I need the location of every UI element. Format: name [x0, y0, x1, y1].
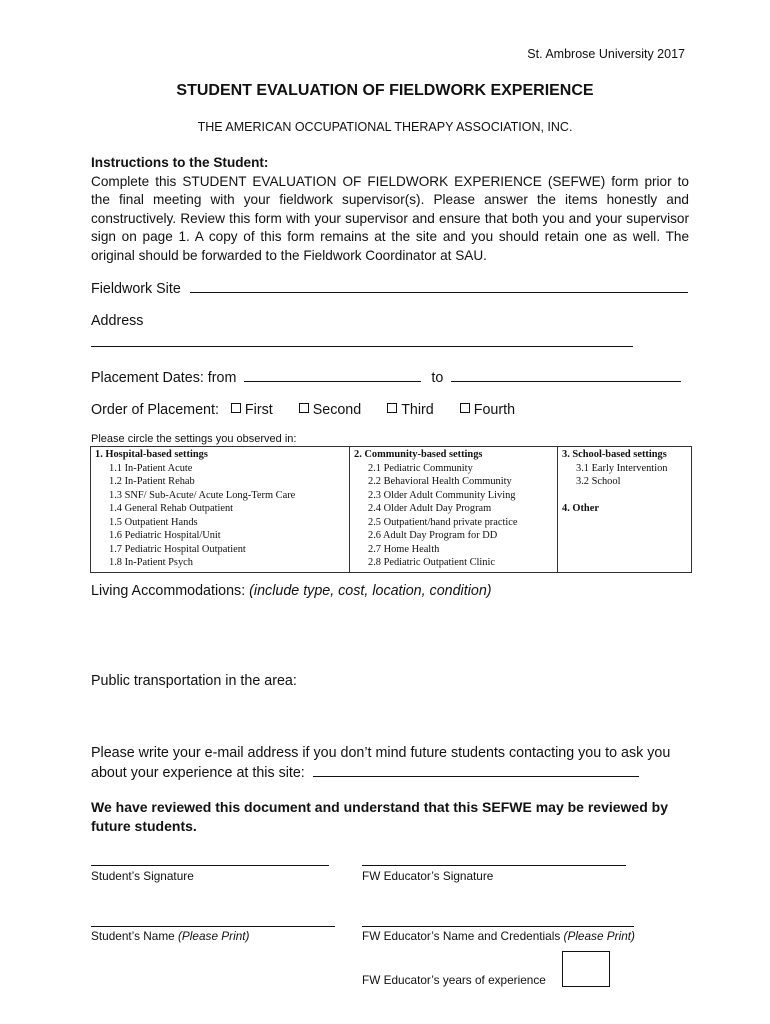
email-question: [91, 744, 670, 782]
form-title: STUDENT EVALUATION OF FIELDWORK EXPERIENCE: [176, 82, 594, 99]
order-option-third[interactable]: Third: [387, 402, 434, 418]
student-name-line[interactable]: [91, 925, 335, 927]
placement-to-field[interactable]: [451, 367, 681, 382]
email-question-line1: Please write your e-mail address if you don’t mind future students contacting you to ask you: [91, 745, 671, 761]
review-statement: We have reviewed this document and understand that this SEFWE may be reviewed by future students.: [91, 799, 668, 834]
instructions-body: Complete this STUDENT EVALUATION OF FIELDWORK EXPERIENCE (SEFWE) form prior to the final meeting with your fieldwork supervisor(s). Please answer the items honestly and constructively. Review this form with your supervisor and ensure that both you and your supervisor sign on page 1. A copy of this form remains at the site and you should retain one as well. The original should be forwarded to the Fieldwork Coordinator at SAU.: [91, 173, 689, 263]
form-subtitle: THE AMERICAN OCCUPATIONAL THERAPY ASSOCIATION, INC.: [197, 120, 573, 134]
fieldwork-site-row: [91, 278, 688, 297]
setting-item[interactable]: 3.2 School: [576, 476, 621, 487]
fieldwork-site-label: Fieldwork Site: [91, 281, 181, 297]
order-of-placement-row: [91, 402, 515, 418]
setting-item[interactable]: 1.1 In-Patient Acute: [109, 462, 193, 474]
email-field[interactable]: [313, 762, 639, 777]
placement-from-field[interactable]: [244, 367, 421, 382]
setting-item[interactable]: 2.7 Home Health: [368, 543, 440, 555]
setting-item[interactable]: 2.1 Pediatric Community: [368, 462, 473, 474]
settings-caption: Please circle the settings you observed in:: [91, 433, 297, 445]
setting-item[interactable]: 2.8 Pediatric Outpatient Clinic: [368, 557, 495, 568]
setting-item[interactable]: 1.8 In-Patient Psych: [109, 557, 193, 568]
column-heading: 1. Hospital-based settings: [95, 449, 208, 460]
instructions: [91, 154, 689, 265]
placement-to-label: to: [431, 370, 444, 386]
living-accommodations-row: [91, 583, 492, 599]
order-option-fourth[interactable]: Fourth: [460, 402, 515, 418]
school-settings-column: [558, 447, 692, 573]
setting-item[interactable]: 2.6 Adult Day Program for DD: [368, 530, 498, 541]
educator-signature-line[interactable]: [362, 864, 626, 866]
educator-name-label: FW Educator’s Name and Credentials (Please Print): [362, 929, 635, 943]
living-label: Living Accommodations:: [91, 583, 246, 599]
setting-item[interactable]: 1.7 Pediatric Hospital Outpatient: [109, 543, 246, 555]
placement-dates-label: Placement Dates: from: [91, 370, 237, 386]
setting-item[interactable]: 1.5 Outpatient Hands: [109, 516, 198, 528]
setting-item[interactable]: 2.3 Older Adult Community Living: [368, 489, 516, 501]
checkbox-icon[interactable]: [299, 403, 309, 413]
setting-item[interactable]: 2.5 Outpatient/hand private practice: [368, 516, 518, 528]
setting-item[interactable]: 3.1 Early Intervention: [576, 462, 668, 474]
checkbox-icon[interactable]: [460, 403, 470, 413]
student-name-label: Student’s Name (Please Print): [91, 929, 250, 943]
educator-years-label: FW Educator’s years of experience: [362, 973, 546, 987]
placement-dates-row: [91, 367, 681, 386]
transport-answer-area[interactable]: [91, 694, 691, 742]
setting-item[interactable]: 1.4 General Rehab Outpatient: [109, 503, 234, 514]
university-header: St. Ambrose University 2017: [527, 47, 685, 61]
living-hint: (include type, cost, location, condition): [249, 583, 492, 599]
living-answer-area[interactable]: [91, 604, 691, 664]
student-signature-line[interactable]: [91, 864, 329, 866]
setting-item[interactable]: 2.2 Behavioral Health Community: [368, 476, 512, 487]
fieldwork-site-field[interactable]: [190, 278, 688, 293]
email-question-line2: about your experience at this site:: [91, 765, 305, 781]
column-heading: 3. School-based settings: [562, 449, 667, 460]
address-field[interactable]: [91, 332, 633, 347]
student-signature-label: Student’s Signature: [91, 869, 194, 883]
community-settings-column: [350, 447, 558, 573]
settings-table: [90, 446, 692, 573]
address-label: Address: [91, 313, 144, 329]
hospital-settings-column: [91, 447, 350, 573]
setting-item[interactable]: 1.3 SNF/ Sub-Acute/ Acute Long-Term Care: [109, 489, 296, 501]
setting-item[interactable]: 1.2 In-Patient Rehab: [109, 476, 195, 487]
educator-name-line[interactable]: [362, 925, 634, 927]
checkbox-icon[interactable]: [231, 403, 241, 413]
order-option-first[interactable]: First: [231, 402, 273, 418]
instructions-heading: Instructions to the Student:: [91, 155, 269, 170]
educator-signature-label: FW Educator’s Signature: [362, 869, 494, 883]
checkbox-icon[interactable]: [387, 403, 397, 413]
setting-item[interactable]: 2.4 Older Adult Day Program: [368, 503, 492, 514]
column-heading: 2. Community-based settings: [354, 449, 483, 460]
transport-label: Public transportation in the area:: [91, 673, 297, 689]
educator-years-box[interactable]: [562, 951, 610, 987]
setting-item-other[interactable]: 4. Other: [562, 502, 599, 514]
order-label: Order of Placement:: [91, 402, 219, 418]
setting-item[interactable]: 1.6 Pediatric Hospital/Unit: [109, 530, 221, 541]
order-option-second[interactable]: Second: [299, 402, 362, 418]
